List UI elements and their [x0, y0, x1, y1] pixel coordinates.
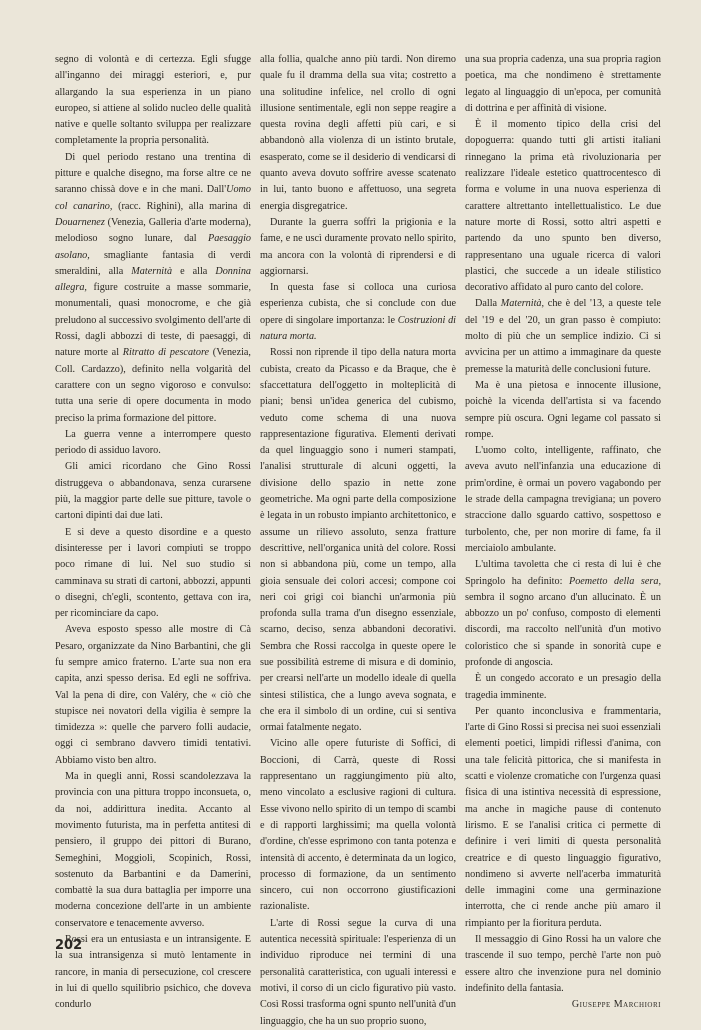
paragraph: segno di volontà e di certezza. Egli sfugge all'inganno dei miraggi esteriori, e, pur allargando la sua esperienza in un piano europeo, si attiene al solido nucleo delle qualità native e quelle soltanto sviluppa per realizzare completamente la propria personalità.: [55, 54, 251, 147]
paragraph: Dalla Maternità, che è del '13, a queste tele del '19 e del '20, un gran passo è compiuto: molto di più che un semplice indizio. Ci si avvicina per un attimo a immaginare da queste premesse la maturità delle conclusioni future.: [465, 298, 661, 375]
artwork-title: Donnina allegra,: [55, 265, 251, 294]
text-column-2: [260, 52, 456, 1030]
artwork-title: Maternità: [131, 265, 173, 277]
paragraph: Rossi non riprende il tipo della natura morta cubista, creato da Picasso e da Braque, che è sfaccettatura dell'oggetto in molteplicità di piani; bensì un'idea generica del cubismo, veduto come schema di una nuova rappresentazione figurativa. Elementi derivati da quel linguaggio sono i numeri stampati, l'analisi strutturale di alcuni oggetti, la divisione dello spazio in nette zone geometriche. Ma ogni parte della composizione è legata in un robusto impianto architettonico, e assume un rilievo assoluto, senza fratture descrittive, nell'organica unità del colore. Rossi non si abbandona più, come un tempo, alla gioia sensuale dei colori accesi; compone coi neri coi grigi coi bianchi un'armonia più profonda sulla trama d'un disegno essenziale, scarno, deciso, senza abbandoni decorativi. Sembra che Rossi raccolga in queste opere le sue possibilità estreme di misura e di dominio, per crearsi nell'arte un modello ideale di quella sintesi stilistica, che a lungo aveva sognata, e che era il simbolo di un ordine, cui si sentiva ormai fatalmente negato.: [260, 347, 456, 734]
paragraph: Rossi era un entusiasta e un intransigente. E la sua intransigenza si mutò lentamente in rancore, in mania di persecuzione, col crescere in lui di quello squilibrio psichico, che doveva condurlo: [55, 934, 251, 1011]
paragraph: La guerra venne a interrompere questo periodo di assiduo lavoro.: [55, 428, 251, 457]
artwork-title: Douarnenez: [55, 216, 105, 228]
text-column-1: [55, 52, 251, 1014]
paragraph: Per quanto inconclusiva e frammentaria, l'arte di Gino Rossi si precisa nei suoi essenziali elementi poetici, limpidi riflessi d'anima, con una tale felicità pittorica, che si manifesta in scatti e violenze cromatiche con l'urgenza quasi fisica di una istintiva necessità di espressione, ma anche in magiche pause di contenuto lirismo. E se l'analisi critica ci permette di definire i veri limiti di questa personalità creatrice e di questo linguaggio figurativo, nondimeno si avverte nell'acerba immaturità delle immagini come una germinazione interrotta, che ci rende anche più amaro il rimpianto per la fioritura perduta.: [465, 705, 661, 929]
paragraph: L'arte di Rossi segue la curva di una autentica necessità spirituale: l'esperienza di un individuo riproduce nei termini di una personalità caratteristica, con uguali interessi e motivi, il corso di un ciclo figurativo più vasto. Così Rossi trasforma ogni spunto nell'unità d'un linguaggio, che ha un suo proprio suono,: [260, 917, 456, 1027]
paragraph: Vicino alle opere futuriste di Soffici, di Boccioni, di Carrà, queste di Rossi rappresentano un raggiungimento più alto, meno vincolato a esclusive ragioni di cultura. Esse vivono nello spirito di un tempo di scambi e di rapporti larghissimi; ma quella volontà d'ordine, ch'esse esprimono con tanta potenza e intensità di accento, è determinata da un logico, processo di formazione, da un sentimento sincero, cui non occorrono giustificazioni razionaliste.: [260, 738, 456, 913]
page-number: 202: [55, 938, 83, 953]
artwork-title: Uomo col canarino,: [55, 184, 251, 212]
artwork-title: Maternità,: [500, 298, 545, 310]
paragraph: Il messaggio di Gino Rossi ha un valore che trascende il suo tempo, perchè l'arte non può essere altro che invenzione pura nel dominio indefinito della fantasia.: [465, 934, 661, 994]
paragraph: Ma è una pietosa e innocente illusione, poichè la vicenda dell'artista si va facendo sempre più oscura. Ogni legame col passato si rompe.: [465, 379, 661, 440]
paragraph: È il momento tipico della crisi del dopoguerra: quando tutti gli artisti italiani rinnegano la prima età rivoluzionaria per realizzare l'ideale estetico quattrocentesco di forma e volume in una nuova esperienza di carattere altrettanto intellettualistico. Le due nature morte di Rossi, sotto altri aspetti e partendo da uno spunto ben diverso, rappresentano una uguale ricerca di valori plastici, che succede a un ideale stilistico decorativo affidato al puro canto del colore.: [465, 119, 661, 294]
artwork-title: Costruzioni di natura morta.: [260, 314, 456, 343]
artwork-title: Poemetto della sera,: [568, 575, 661, 587]
paragraph: E si deve a questo disordine e a questo disinteresse per i lavori compiuti se troppo poco rimane di lui. Nel suo studio si camminava su strati di cartoni, abbozzi, appunti o disegni, ch'egli, scontento, gettava con ira, per ricominciare da capo.: [55, 526, 251, 620]
paragraph: In questa fase si colloca una curiosa esperienza cubista, che si conclude con due opere di singolare importanza: le Costruzioni di natura morta.: [260, 282, 456, 343]
artwork-title: Paesaggio asolano,: [55, 233, 251, 261]
paragraph: Ma in quegli anni, Rossi scandolezzava la provincia con una pittura troppo inconsueta, o, da noi, addirittura inedita. Accanto al movimento futurista, ma in perfetta antitesi di pensiero, il gruppo dei pittori di Burano, Semeghini, Moggioli, Scopinich, Rossi, sostenuto da Barbantini e da Damerini, combattè la sua dura battaglia per imporre una moderna concezione dell'arte in un ambiente conservatore e tenacemente avverso.: [55, 771, 251, 929]
author-signature: Giuseppe Marchiori: [571, 999, 661, 1011]
artwork-title: Ritratto di pescatore: [122, 347, 210, 359]
paragraph: alla follia, qualche anno più tardi. Non diremo quale fu il dramma della sua vita; costretto a una solitudine infelice, nel crollo di ogni illusione sentimentale, egli non seppe reagire a questa rovina degli affetti più cari, e si abbandonò alla violenza di un istinto brutale, esasperato, come se il desiderio di vendicarsi di quanto aveva dovuto soffrire avesse scatenato in lui, tanto buono e affettuoso, una segreta energia disgregatrice.: [260, 54, 456, 212]
paragraph: Di quel periodo restano una trentina di pitture e qualche disegno, ma forse altre ce ne saranno chissà dove e in che mani. Dall'Uomo col canarino, (racc. Righini), alla marina di Douarnenez (Venezia, Galleria d'arte moderna), melodioso sogno lunare, dal Paesaggio asolano, smagliante fantasia di verdi smeraldini, alla Maternità e alla Donnina allegra, figure costruite a masse sommarie, monumentali, quasi monocrome, e che già preludono al successivo svolgimento dell'arte di Rossi, dagli abbozzi di teste, di paesaggi, di nature morte al Ritratto di pescatore (Venezia, Coll. Cardazzo), definito nella volgarità del carattere con un segno vigoroso e convulso: tutta una serie di opere documenta in modo preciso la prima formazione del pittore.: [55, 151, 251, 424]
paragraph: una sua propria cadenza, una sua propria ragion poetica, ma che nondimeno è strettamente legato al linguaggio di un'epoca, per comunità di dottrina e per affinità di visione.: [465, 54, 661, 114]
paragraph: È un congedo accorato e un presagio della tragedia imminente.: [465, 673, 661, 701]
paragraph: L'ultima tavoletta che ci resta di lui è che Springolo ha definito: Poemetto della sera, sembra il sogno arcano d'un allucinato. È un abbozzo un po' confuso, composto di elementi discordi, ma raccolto nell'unità d'un motivo coloristico che si spande in sonorità cupe e profonde di angoscia.: [465, 559, 661, 668]
paragraph: L'uomo colto, intelligente, raffinato, che aveva avuto nell'infanzia una educazione di prim'ordine, è ormai un povero vagabondo per le strade della campagna trevigiana; un povero straccione dallo sguardo cattivo, sospettoso e turbolento, che, per non morire di fame, fa il merciaiolo ambulante.: [465, 445, 661, 554]
text-column-3: [465, 52, 661, 1014]
paragraph: Gli amici ricordano che Gino Rossi distruggeva o abbandonava, senza curarsene più, la maggior parte delle sue pitture, tavole o cartoni dipinti dai due lati.: [55, 461, 251, 522]
paragraph: Aveva esposto spesso alle mostre di Cà Pesaro, organizzate da Nino Barbantini, che gli fu sempre amico fraterno. L'arte sua non era capita, anzi spesso derisa. Ed egli ne soffriva. Val la pena di dire, con Valéry, che « ciò che stupisce nei novatori della vigilia è sempre la timidezza »: quelle che parvero folli audacie, oggi ci sembrano davvero timidi tentativi. Abbiamo visto ben altro.: [55, 624, 251, 766]
paragraph: Durante la guerra soffrì la prigionia e la fame, e ne uscì duramente provato nello spirito, ma ancora con la volontà di riprendersi e di aggiornarsi.: [260, 216, 456, 277]
